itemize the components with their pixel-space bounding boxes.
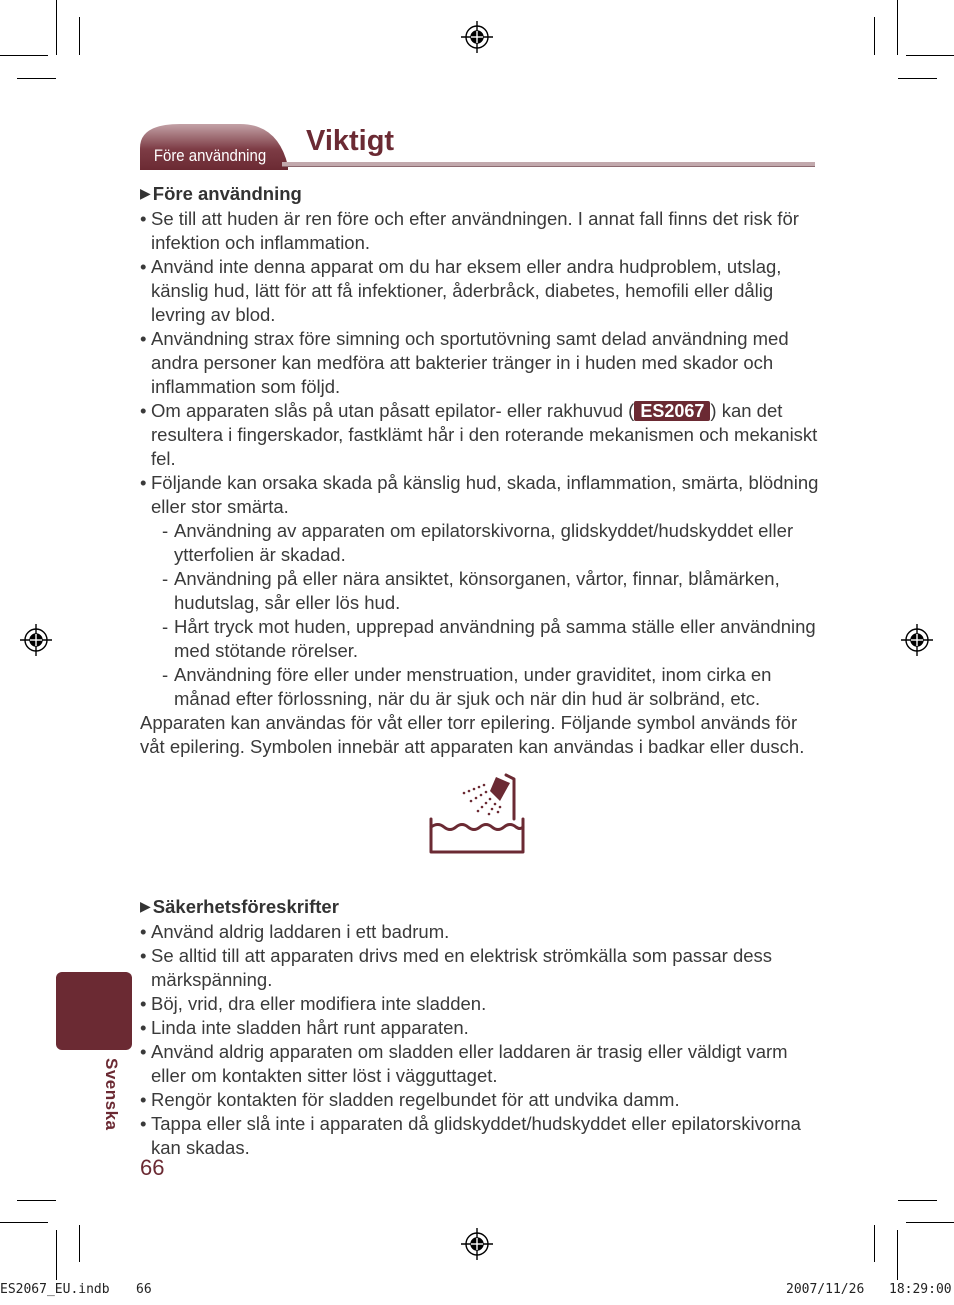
paragraph: Apparaten kan användas för våt eller torr epilering. Följande symbol används för våt epilering. Symbolen innebär att apparaten kan användas i badkar eller dusch. — [140, 712, 805, 757]
section-tab — [140, 122, 288, 170]
list-item: • Linda inte sladden hårt runt apparaten. — [140, 1016, 820, 1040]
sub-list-item: - Hårt tryck mot huden, upprepad användning på samma ställe eller användning med stötande rörelser. — [162, 615, 820, 663]
footer-page: 66 — [136, 1282, 152, 1297]
list-item: • Användning strax före simning och sportutövning samt delad användning med andra personer kan medföra att bakterier tränger in i huden med skador och inflammation som följd. — [140, 327, 820, 399]
list-item: • Böj, vrid, dra eller modifiera inte sladden. — [140, 992, 820, 1016]
sub-list-item: - Användning före eller under menstruation, under graviditet, inom cirka en månad efter förlossning, när du är sjuk och när din hud är solbränd, etc. — [162, 663, 820, 711]
list-item-text: Om apparaten slås på utan påsatt epilator- eller rakhuvud ( — [151, 400, 635, 421]
list-item — [140, 399, 820, 471]
page-number: 66 — [140, 1155, 165, 1180]
list-item-text: ) kan det resultera i fingerskador, fastklämt hår i den roterande mekanismen och mekaniskt fel. — [151, 400, 818, 469]
section-heading — [140, 182, 820, 207]
triangle-bullet-icon: ▶ — [140, 185, 151, 201]
footer-date: 2007/11/26 — [786, 1282, 865, 1297]
list-item: • Använd aldrig apparaten om sladden eller laddaren är trasig eller väldigt varm eller om kontakten sitter löst i vägguttaget. — [140, 1040, 820, 1088]
title-rule — [282, 162, 815, 167]
bullet-list — [140, 920, 820, 1160]
triangle-bullet-icon: ▶ — [140, 898, 151, 914]
footer-filename: ES2067_EU.indb — [0, 1282, 110, 1297]
list-item: • Se alltid till att apparaten drivs med en elektrisk strömkälla som passar dess märkspänning. — [140, 944, 820, 992]
sub-list-item: - Användning på eller nära ansiktet, könsorganen, vårtor, finnar, blåmärken, hudutslag, sår eller lös hud. — [162, 567, 820, 615]
section-heading — [140, 895, 820, 920]
list-item-text: Följande kan orsaka skada på känslig hud, skada, inflammation, smärta, blödning eller stor smärta. — [151, 472, 819, 517]
main-content — [140, 180, 820, 1160]
section-heading-text: Före användning — [152, 183, 302, 204]
section-heading-text: Säkerhetsföreskrifter — [152, 896, 339, 917]
list-item: • Se till att huden är ren före och efter användningen. I annat fall finns det risk för infektion och inflammation. — [140, 207, 820, 255]
sub-list — [151, 519, 820, 711]
bullet-list — [140, 207, 820, 711]
page-title: Viktigt — [306, 125, 395, 157]
shower-bath-icon — [428, 773, 528, 857]
list-item: • Använd inte denna apparat om du har eksem eller andra hudproblem, utslag, känslig hud, lätt för att få infektioner, åderbråck, diabetes, hemofili eller dålig levring av blod. — [140, 255, 820, 327]
language-tab — [56, 972, 132, 1050]
footer-time: 18:29:00 — [889, 1282, 952, 1297]
list-item: • Rengör kontakten för sladden regelbundet för att undvika damm. — [140, 1088, 820, 1112]
language-label: Svenska — [102, 1058, 121, 1131]
sub-list-item: - Användning av apparaten om epilatorskivorna, glidskyddet/hudskyddet eller ytterfolien är skadad. — [162, 519, 820, 567]
wet-use-symbol — [140, 773, 820, 877]
model-badge: ES2067 — [634, 401, 710, 421]
list-item: • Tappa eller slå inte i apparaten då glidskyddet/hudskyddet eller epilatorskivorna kan skadas. — [140, 1112, 820, 1160]
list-item: • Använd aldrig laddaren i ett badrum. — [140, 920, 820, 944]
tab-label: Före användning — [153, 146, 267, 165]
list-item — [140, 471, 820, 711]
registration-mark-icon — [461, 21, 493, 53]
